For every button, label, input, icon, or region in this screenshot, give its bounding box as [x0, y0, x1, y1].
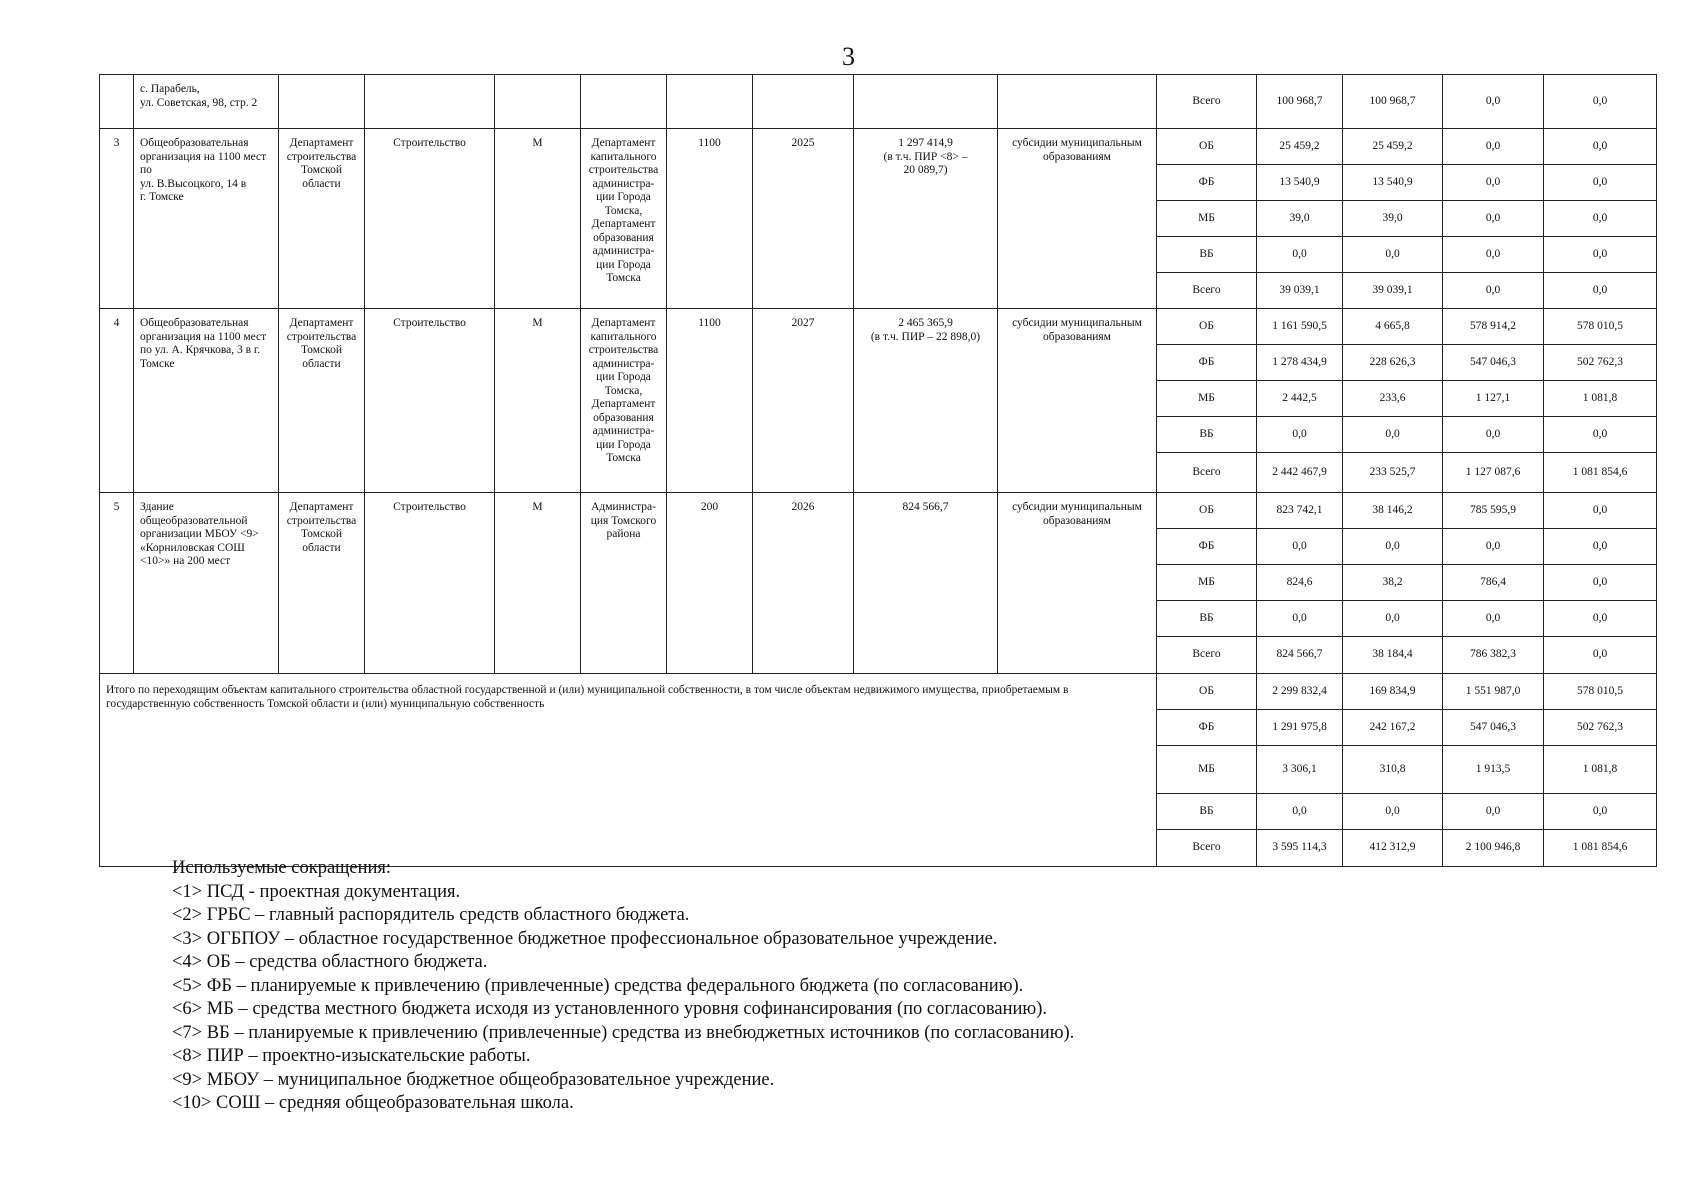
funding-source: Всего — [1157, 637, 1257, 674]
table-row — [100, 493, 1657, 529]
work-type: Строительство — [365, 493, 495, 674]
funding-source: ВБ — [1157, 417, 1257, 453]
estimated-cost: 824 566,7 — [854, 493, 998, 674]
note-item: <3> ОГБПОУ – областное государственное бюджетное профессиональное образовательное учреждение. — [172, 928, 998, 949]
funding-year-3: 0,0 — [1544, 273, 1657, 309]
funding-year-1: 169 834,9 — [1343, 674, 1443, 710]
object-capacity: 1100 — [667, 309, 753, 493]
funding-year-1: 233,6 — [1343, 381, 1443, 417]
property-category — [495, 75, 581, 129]
funding-year-1: 38,2 — [1343, 565, 1443, 601]
note-item: <8> ПИР – проектно-изыскательские работы. — [172, 1046, 531, 1066]
funding-form: субсидии муниципальным образованиям — [998, 309, 1157, 493]
grbs-name: Департамент строительства Томской области — [279, 493, 365, 674]
funding-year-3: 0,0 — [1544, 601, 1657, 637]
funding-year-2: 0,0 — [1443, 165, 1544, 201]
funding-source: Всего — [1157, 453, 1257, 493]
row-number — [100, 75, 134, 129]
funding-year-3: 578 010,5 — [1544, 309, 1657, 345]
funding-total: 824 566,7 — [1257, 637, 1343, 674]
funding-year-2: 786 382,3 — [1443, 637, 1544, 674]
row-number: 5 — [100, 493, 134, 674]
funding-source: ОБ — [1157, 309, 1257, 345]
funding-year-1: 233 525,7 — [1343, 453, 1443, 493]
object-name: Общеобразовательная организация на 1100 мест по ул. В.Высоцкого, 14 в г. Томске — [134, 129, 279, 309]
note-item: <4> ОБ – средства областного бюджета. — [172, 952, 488, 972]
funding-year-2: 0,0 — [1443, 417, 1544, 453]
funding-year-2: 0,0 — [1443, 201, 1544, 237]
funding-total: 3 595 114,3 — [1257, 830, 1343, 867]
funding-year-2: 786,4 — [1443, 565, 1544, 601]
funding-year-1: 0,0 — [1343, 529, 1443, 565]
funding-source: МБ — [1157, 746, 1257, 794]
table-row — [100, 309, 1657, 345]
funding-source: ФБ — [1157, 345, 1257, 381]
funding-source: Всего — [1157, 830, 1257, 867]
funding-year-3: 0,0 — [1544, 529, 1657, 565]
object-name: Общеобразовательная организация на 1100 мест по ул. А. Крячкова, 3 в г. Томске — [134, 309, 279, 493]
estimated-cost: 2 465 365,9 (в т.ч. ПИР – 22 898,0) — [854, 309, 998, 493]
completion-year: 2025 — [753, 129, 854, 309]
funding-year-2: 0,0 — [1443, 129, 1544, 165]
funding-year-3: 502 762,3 — [1544, 710, 1657, 746]
note-item: <6> МБ – средства местного бюджета исходя из установленного уровня софинансирования (по согласованию). — [172, 999, 1048, 1019]
completion-year: 2027 — [753, 309, 854, 493]
funding-source: МБ — [1157, 565, 1257, 601]
funding-year-3: 0,0 — [1544, 75, 1657, 129]
funding-year-2: 1 913,5 — [1443, 746, 1544, 794]
funding-source: Всего — [1157, 75, 1257, 129]
funding-year-3: 0,0 — [1544, 165, 1657, 201]
property-category: М — [495, 129, 581, 309]
funding-year-1: 38 184,4 — [1343, 637, 1443, 674]
funding-total: 0,0 — [1257, 601, 1343, 637]
funding-year-1: 242 167,2 — [1343, 710, 1443, 746]
grbs-name: Департамент строительства Томской области — [279, 129, 365, 309]
funding-total: 0,0 — [1257, 529, 1343, 565]
grbs-name: Департамент строительства Томской области — [279, 309, 365, 493]
funding-total: 39,0 — [1257, 201, 1343, 237]
estimated-cost — [854, 75, 998, 129]
grbs-name — [279, 75, 365, 129]
funding-total: 2 299 832,4 — [1257, 674, 1343, 710]
funding-total: 3 306,1 — [1257, 746, 1343, 794]
note-item: <10> СОШ – средняя общеобразовательная школа. — [172, 1093, 574, 1113]
funding-total: 2 442,5 — [1257, 381, 1343, 417]
funding-form — [998, 75, 1157, 129]
property-category: М — [495, 493, 581, 674]
funding-year-3: 0,0 — [1544, 237, 1657, 273]
funding-year-3: 1 081 854,6 — [1544, 453, 1657, 493]
funding-source: ФБ — [1157, 165, 1257, 201]
funding-year-3: 1 081,8 — [1544, 746, 1657, 794]
funding-year-1: 0,0 — [1343, 794, 1443, 830]
object-capacity — [667, 75, 753, 129]
note-item: <2> ГРБС – главный распорядитель средств областного бюджета. — [172, 905, 690, 925]
funding-total: 13 540,9 — [1257, 165, 1343, 201]
funding-source: ОБ — [1157, 129, 1257, 165]
funding-year-1: 38 146,2 — [1343, 493, 1443, 529]
funding-source: ОБ — [1157, 674, 1257, 710]
funding-year-3: 1 081 854,6 — [1544, 830, 1657, 867]
note-item: <5> ФБ – планируемые к привлечению (привлеченные) средства федерального бюджета (по согласованию). — [172, 975, 1024, 996]
work-type: Строительство — [365, 129, 495, 309]
page-number: 3 — [842, 42, 855, 71]
funding-source: ВБ — [1157, 794, 1257, 830]
funding-source: ОБ — [1157, 493, 1257, 529]
completion-year — [753, 75, 854, 129]
funding-year-3: 578 010,5 — [1544, 674, 1657, 710]
row-number: 4 — [100, 309, 134, 493]
funding-year-1: 100 968,7 — [1343, 75, 1443, 129]
funding-year-1: 412 312,9 — [1343, 830, 1443, 867]
funding-total: 1 278 434,9 — [1257, 345, 1343, 381]
funding-total: 2 442 467,9 — [1257, 453, 1343, 493]
property-category: М — [495, 309, 581, 493]
customer-name: Администра-ция Томского района — [581, 493, 667, 674]
funding-year-2: 1 551 987,0 — [1443, 674, 1544, 710]
funding-total: 1 291 975,8 — [1257, 710, 1343, 746]
funding-year-2: 0,0 — [1443, 529, 1544, 565]
funding-year-3: 0,0 — [1544, 794, 1657, 830]
object-capacity: 1100 — [667, 129, 753, 309]
funding-year-1: 0,0 — [1343, 601, 1443, 637]
funding-year-2: 0,0 — [1443, 601, 1544, 637]
work-type: Строительство — [365, 309, 495, 493]
funding-year-2: 578 914,2 — [1443, 309, 1544, 345]
funding-total: 39 039,1 — [1257, 273, 1343, 309]
funding-year-1: 13 540,9 — [1343, 165, 1443, 201]
funding-year-3: 0,0 — [1544, 201, 1657, 237]
funding-year-2: 1 127,1 — [1443, 381, 1544, 417]
funding-year-3: 0,0 — [1544, 565, 1657, 601]
funding-source: ФБ — [1157, 529, 1257, 565]
note-item: <1> ПСД - проектная документация. — [172, 881, 461, 902]
funding-year-2: 0,0 — [1443, 237, 1544, 273]
funding-total: 0,0 — [1257, 794, 1343, 830]
customer-name: Департамент капитального строительства администра-ции Города Томска, Департамент образования администра-ции Города Томска — [581, 309, 667, 493]
funding-total: 823 742,1 — [1257, 493, 1343, 529]
funding-year-2: 0,0 — [1443, 794, 1544, 830]
funding-year-3: 502 762,3 — [1544, 345, 1657, 381]
note-item: <9> МБОУ – муниципальное бюджетное общеобразовательное учреждение. — [172, 1069, 775, 1090]
funding-year-2: 0,0 — [1443, 273, 1544, 309]
funding-source: ФБ — [1157, 710, 1257, 746]
object-name: с. Парабель, ул. Советская, 98, стр. 2 — [134, 75, 279, 129]
funding-total: 0,0 — [1257, 237, 1343, 273]
funding-year-1: 39 039,1 — [1343, 273, 1443, 309]
funding-year-1: 0,0 — [1343, 417, 1443, 453]
funding-year-1: 4 665,8 — [1343, 309, 1443, 345]
funding-source: ВБ — [1157, 601, 1257, 637]
row-number: 3 — [100, 129, 134, 309]
funding-year-2: 547 046,3 — [1443, 345, 1544, 381]
funding-year-2: 1 127 087,6 — [1443, 453, 1544, 493]
object-capacity: 200 — [667, 493, 753, 674]
funding-year-3: 0,0 — [1544, 637, 1657, 674]
total-row — [100, 674, 1657, 710]
funding-total: 100 968,7 — [1257, 75, 1343, 129]
total-label: Итого по переходящим объектам капитального строительства областной государственной и (или) муниципальной собственности, в том числе объектам недвижимого имущества, приобретаемым в государственную собственность Томской области и (или) муниципальную собственность — [100, 674, 1157, 867]
work-type — [365, 75, 495, 129]
funding-source: МБ — [1157, 381, 1257, 417]
funding-total: 0,0 — [1257, 417, 1343, 453]
funding-year-3: 0,0 — [1544, 493, 1657, 529]
funding-year-1: 39,0 — [1343, 201, 1443, 237]
note-item: <7> ВБ – планируемые к привлечению (привлеченные) средства из внебюджетных источников (по согласованию). — [172, 1022, 1075, 1043]
funding-year-1: 25 459,2 — [1343, 129, 1443, 165]
funding-source: Всего — [1157, 273, 1257, 309]
funding-year-2: 547 046,3 — [1443, 710, 1544, 746]
funding-source: МБ — [1157, 201, 1257, 237]
completion-year: 2026 — [753, 493, 854, 674]
funding-source: ВБ — [1157, 237, 1257, 273]
funding-total: 25 459,2 — [1257, 129, 1343, 165]
abbreviations-notes — [172, 857, 1074, 1116]
funding-year-3: 1 081,8 — [1544, 381, 1657, 417]
funding-year-3: 0,0 — [1544, 417, 1657, 453]
table-row — [100, 129, 1657, 165]
table-row — [100, 75, 1657, 129]
funding-form: субсидии муниципальным образованиям — [998, 129, 1157, 309]
funding-form: субсидии муниципальным образованиям — [998, 493, 1157, 674]
notes-heading: Используемые сокращения: — [172, 858, 392, 878]
object-name: Здание общеобразовательной организации МБОУ <9> «Корниловская СОШ <10>» на 200 мест — [134, 493, 279, 674]
funding-year-1: 310,8 — [1343, 746, 1443, 794]
estimated-cost: 1 297 414,9 (в т.ч. ПИР <8> – 20 089,7) — [854, 129, 998, 309]
funding-year-2: 0,0 — [1443, 75, 1544, 129]
funding-total: 824,6 — [1257, 565, 1343, 601]
funding-year-1: 0,0 — [1343, 237, 1443, 273]
funding-total: 1 161 590,5 — [1257, 309, 1343, 345]
capital-construction-table — [99, 74, 1657, 867]
funding-year-2: 2 100 946,8 — [1443, 830, 1544, 867]
customer-name — [581, 75, 667, 129]
funding-year-1: 228 626,3 — [1343, 345, 1443, 381]
customer-name: Департамент капитального строительства администра-ции Города Томска, Департамент образования администра-ции Города Томска — [581, 129, 667, 309]
funding-year-3: 0,0 — [1544, 129, 1657, 165]
funding-year-2: 785 595,9 — [1443, 493, 1544, 529]
